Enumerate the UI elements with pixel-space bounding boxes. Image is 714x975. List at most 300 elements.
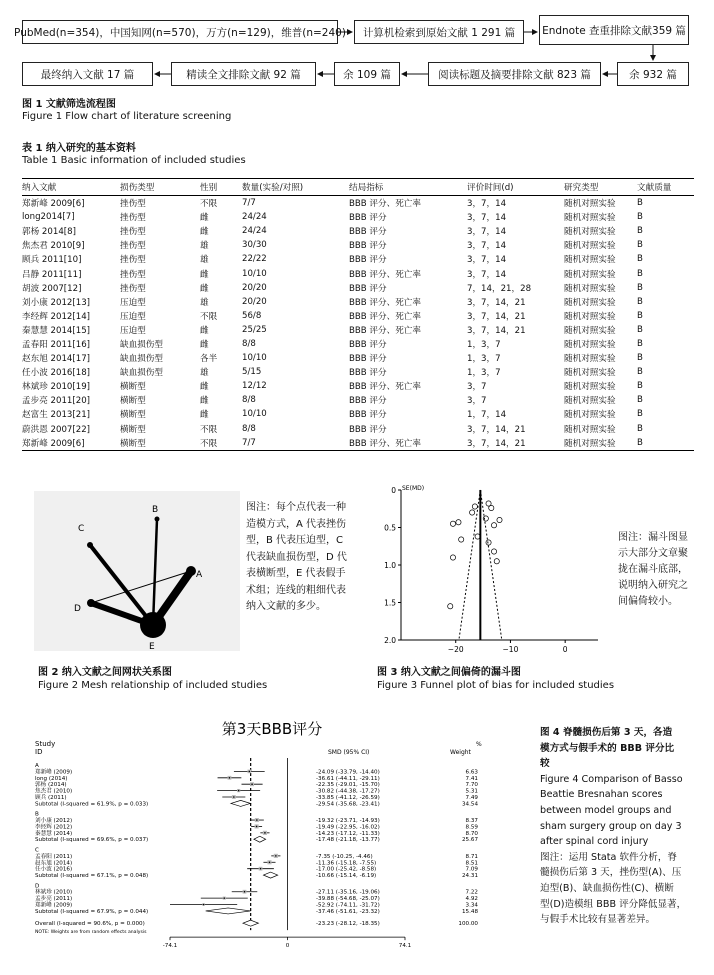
table1-header-cell: 性别 (200, 179, 242, 196)
table-cell: 顾兵 2011[10] (22, 255, 82, 266)
fig4-forest-plot (30, 712, 514, 975)
table-cell: 25/25 (242, 324, 267, 335)
table-cell: 随机对照实验 (564, 410, 616, 421)
table-cell: 不限 (200, 199, 218, 210)
table-cell: BBB 评分 (349, 424, 387, 435)
table-cell: 10/10 (242, 353, 267, 364)
fig4-study-weight: 8.59 (465, 824, 478, 831)
fig3-ci-right (480, 490, 501, 640)
table-cell: B (637, 296, 643, 307)
fig3-ytick-label: 1.0 (384, 561, 396, 570)
fig4-study-point (203, 904, 205, 906)
table-cell: BBB 评分 (349, 396, 387, 407)
fig4-study-weight: 7.09 (465, 866, 478, 873)
fig4-study-smd: -24.09 (-33.79, -14.40) (316, 769, 380, 776)
flow-box-included: 最终纳入文献 17 篇 (22, 62, 153, 86)
fig4-study-name: 秦慧慧 (2014) (35, 830, 73, 837)
table-cell: 随机对照实验 (564, 382, 616, 393)
table-cell: B (637, 353, 643, 364)
table-row (22, 309, 694, 323)
table-cell: 缺血损伤型 (120, 354, 163, 365)
fig4-group-label: D (35, 883, 40, 890)
fig4-study-smd: -11.36 (-15.18, -7.55) (316, 860, 377, 867)
fig3-note: 图注：漏斗图显 示大部分文章聚 拢在漏斗底部， 说明纳入研究之 间偏倚较小。 (618, 532, 688, 607)
table-cell: B (637, 381, 643, 392)
fig4-study-smd: -19.32 (-23.71, -14.93) (316, 818, 380, 825)
table-cell: 1，7，14 (467, 410, 507, 421)
table1-header-cell: 文献质量 (637, 179, 694, 196)
table-cell: 8/8 (242, 338, 256, 349)
table-cell: 10/10 (242, 409, 267, 420)
table-cell: 8/8 (242, 395, 256, 406)
table-cell: BBB 评分、死亡率 (349, 436, 467, 451)
table-cell: 不限 (200, 424, 218, 435)
table-cell: 24/24 (242, 212, 267, 223)
fig2-caption-en: Figure 2 Mesh relationship of included studies (38, 680, 268, 691)
table-cell: 随机对照实验 (564, 424, 616, 435)
table1-header-cell: 结局指标 (349, 179, 467, 196)
flow-box-fulltext: 精读全文排除文献 92 篇 (171, 62, 316, 86)
table-cell: BBB 评分 (349, 354, 387, 365)
flow-box-remaining-932: 余 932 篇 (617, 62, 689, 86)
table-cell: BBB 评分、死亡率 (349, 325, 421, 336)
fig4-hdr-weight: Weight (450, 749, 471, 756)
table-cell: BBB 评分 (349, 227, 387, 238)
fig3-caption-en: Figure 3 Funnel plot of bias for included studies (377, 680, 615, 691)
table-row (22, 393, 694, 407)
fig3-xtick-label: −10 (502, 645, 519, 654)
fig3-xtick-label: −20 (447, 645, 464, 654)
fig4-study-name: 焦杰君 (2010) (35, 788, 73, 795)
fig4-group-label: B (35, 811, 39, 818)
table-cell: B (637, 395, 643, 406)
flow-box-title-abstract: 阅读标题及摘要排除文献 823 篇 (428, 62, 601, 86)
fig4-study-point (260, 868, 262, 870)
table1-header-cell: 评价时间(d) (467, 179, 564, 196)
table-cell: 雌 (200, 325, 209, 336)
table-row (22, 436, 694, 451)
fig4-group-label: C (35, 847, 39, 854)
table-cell: 吕静 2011[11] (22, 269, 82, 280)
table-cell: 随机对照实验 (564, 297, 616, 308)
fig4-study-smd: -30.82 (-44.38, -17.27) (316, 788, 380, 795)
fig4-study-name: 郭杨 (2014) (35, 782, 67, 789)
fig4-study-smd: -17.00 (-25.42, -8.58) (316, 866, 377, 873)
table-cell: 郭杨 2014[8] (22, 227, 76, 238)
table-cell: B (637, 338, 643, 349)
table-cell: 郑新峰 2009[6] (22, 436, 120, 451)
table-cell: 随机对照实验 (564, 283, 616, 294)
fig4-subtotal-smd: -17.48 (-21.18, -13.77) (316, 837, 380, 844)
table-cell: BBB 评分 (349, 368, 387, 379)
fig2-label-e: E (149, 642, 155, 651)
table-cell: 随机对照实验 (564, 255, 616, 266)
fig3-ylabel: SE(MD) (402, 485, 425, 492)
fig1-caption-cn: 图 1 文献筛选流程图 (22, 99, 116, 110)
table-cell: 随机对照实验 (564, 241, 616, 252)
table-cell: 5/15 (242, 367, 262, 378)
fig4-study-point (264, 832, 266, 834)
fig2-label-c: C (78, 524, 85, 534)
table-cell: 随机对照实验 (564, 368, 616, 379)
table-cell: 刘小康 2012[13] (22, 297, 91, 308)
fig3-ytick-label: 0.5 (384, 523, 396, 533)
table-cell: 随机对照实验 (564, 354, 616, 365)
fig4-study-smd: -19.49 (-22.95, -16.02) (316, 824, 380, 831)
table-cell: BBB 评分 (349, 410, 387, 421)
fig4-subtotal-label: Subtotal (I-squared = 67.1%, p = 0.048) (35, 873, 149, 880)
fig4-study-name: long (2014) (35, 775, 68, 782)
table-cell: B (637, 226, 643, 237)
table-cell: 不限 (200, 436, 242, 451)
table-cell: B (637, 367, 643, 378)
flow-box-retrieved: 计算机检索到原始文献 1 291 篇 (354, 20, 524, 44)
fig4-study-smd: -33.85 (-41.12, -26.59) (316, 795, 380, 801)
table-cell: 雌 (200, 410, 209, 421)
table-cell: 雌 (200, 382, 209, 393)
fig3-study-point (456, 520, 461, 525)
fig3-ytick-label: 2.0 (384, 636, 396, 645)
fig4-study-weight: 7.49 (465, 795, 478, 801)
fig4-subtotal-smd: -29.54 (-35.68, -23.41) (316, 801, 380, 808)
table-cell: 胡波 2007[12] (22, 283, 82, 294)
fig4-title: 第3天BBB评分 (221, 720, 323, 738)
table-cell: 3，7，14 (467, 227, 507, 238)
table-cell: BBB 评分 (349, 255, 387, 266)
table-cell: 不限 (200, 311, 218, 322)
table-cell: BBB 评分、死亡率 (349, 269, 421, 280)
table1-header-cell: 数量(实验/对照) (242, 179, 349, 196)
table-cell: 各半 (200, 354, 218, 365)
table-cell: 7/7 (242, 198, 256, 209)
table-cell: 随机对照实验 (564, 199, 616, 210)
fig3-ytick-label: 0 (391, 486, 396, 495)
fig4-diamond (231, 800, 250, 806)
table-cell: 孟春阳 2011[16] (22, 339, 91, 350)
table-cell: 孟步亮 2011[20] (22, 396, 91, 407)
table1-header-row (22, 179, 694, 196)
table-row (22, 379, 694, 393)
table-cell: 蔚洪恩 2007[22] (22, 424, 91, 435)
table1-caption-en: Table 1 Basic information of included studies (22, 155, 246, 166)
table-cell: B (637, 324, 643, 335)
fig4-subtotal-smd: -10.66 (-15.14, -6.19) (316, 873, 377, 880)
table-cell: 横断型 (120, 410, 146, 421)
table-cell: B (637, 240, 643, 251)
table-row (22, 422, 694, 436)
fig4-study-smd: -14.23 (-17.12, -11.33) (316, 830, 380, 837)
fig4-study-weight: 8.71 (465, 853, 478, 860)
fig4-subtotal-weight: 100.00 (458, 921, 478, 928)
fig4-hdr-study: Study (35, 740, 56, 748)
table-row (22, 351, 694, 365)
fig4-study-smd: -52.92 (-74.11, -31.72) (316, 902, 380, 909)
table-cell: 焦杰君 2010[9] (22, 241, 85, 252)
table-cell: 压迫型 (120, 297, 146, 308)
table-cell: B (637, 310, 643, 321)
fig1-caption-en: Figure 1 Flow chart of literature screening (22, 111, 232, 122)
fig4-diamond (206, 908, 251, 914)
table-cell: BBB 评分、死亡率 (349, 311, 421, 322)
table-row (22, 407, 694, 421)
fig4-study-name: 李经辉 (2012) (35, 824, 73, 831)
fig4-subtotal-label: Subtotal (I-squared = 61.9%, p = 0.033) (35, 801, 149, 808)
fig2-node-d (87, 599, 95, 607)
table-cell: 挫伤型 (120, 227, 146, 238)
table-cell: 随机对照实验 (564, 396, 616, 407)
table-cell: 1，3，7 (467, 339, 501, 350)
fig2-node-a (186, 566, 196, 576)
fig3-study-point (450, 555, 455, 560)
table-cell: 雄 (200, 297, 209, 308)
fig4-study-smd: -7.35 (-10.25, -4.46) (316, 853, 373, 860)
table-cell: 挫伤型 (120, 213, 146, 224)
fig2-node-c (87, 542, 93, 548)
fig4-subtotal-smd: -37.46 (-51.61, -23.32) (316, 908, 380, 915)
table-cell: 雄 (200, 241, 209, 252)
table-cell: 横断型 (120, 382, 146, 393)
fig4-study-weight: 3.34 (465, 902, 478, 909)
fig4-footnote: NOTE: Weights are from random effects analysis (35, 930, 147, 936)
fig4-study-point (244, 891, 246, 893)
table-cell: 雌 (200, 227, 209, 238)
table-cell: 3，7，14 (467, 213, 507, 224)
table-cell: 3，7 (467, 382, 487, 393)
fig3-study-point (448, 604, 453, 609)
table-row (22, 252, 694, 266)
fig4-subtotal-smd: -23.23 (-28.12, -18.35) (316, 921, 380, 928)
table-cell: 雄 (200, 255, 209, 266)
table-cell: 雌 (200, 339, 209, 350)
fig4-study-point (275, 855, 277, 857)
table-cell: long2014[7] (22, 212, 75, 223)
table-cell: 林斌珍 2010[19] (22, 382, 91, 393)
fig4-subtotal-weight: 34.54 (461, 801, 478, 808)
fig4-study-weight: 5.31 (465, 788, 478, 795)
fig4-subtotal-label: Overall (I-squared = 90.6%, p = 0.000) (35, 921, 145, 928)
table-cell: 20/20 (242, 296, 267, 307)
fig2-node-e (140, 612, 166, 638)
fig4-study-smd: -39.88 (-54.68, -25.07) (316, 896, 380, 903)
fig4-study-smd: -27.11 (-35.16, -19.06) (316, 889, 380, 896)
fig2-label-d: D (74, 604, 81, 614)
table-cell: 压迫型 (120, 311, 146, 322)
fig2-label-b: B (152, 505, 159, 515)
table-row (22, 238, 694, 252)
fig3-study-point (486, 540, 491, 545)
fig2-label-a: A (196, 570, 203, 580)
flow-arrows (0, 0, 714, 95)
table1-header-cell: 纳入文献 (22, 179, 120, 196)
table-cell: 随机对照实验 (564, 339, 616, 350)
fig4-study-name: 赵东旭 (2014) (35, 860, 73, 867)
table-cell: 22/22 (242, 254, 267, 265)
table-cell: 挫伤型 (120, 283, 146, 294)
fig4-subtotal-weight: 25.67 (461, 837, 478, 844)
table-cell: 3，7，14，21 (467, 297, 526, 308)
table1-body (22, 196, 694, 451)
table-cell: 雌 (200, 283, 209, 294)
table-cell: B (637, 423, 643, 434)
flow-box-remaining-109: 余 109 篇 (334, 62, 400, 86)
fig4-xtick-label: -74.1 (162, 943, 178, 950)
table-row (22, 266, 694, 280)
fig4-hdr-id: ID (35, 748, 43, 756)
table-cell: 随机对照实验 (564, 213, 616, 224)
fig4-subtotal-label: Subtotal (I-squared = 67.9%, p = 0.044) (35, 908, 149, 915)
table-cell: 3，7，14 (467, 199, 507, 210)
fig4-study-point (233, 796, 235, 798)
fig4-subtotal-weight: 24.31 (461, 873, 478, 880)
fig3-study-point (459, 537, 464, 542)
fig4-diamond (254, 836, 266, 842)
table-cell: BBB 评分、死亡率 (349, 297, 421, 308)
table-cell: 随机对照实验 (564, 227, 616, 238)
table-cell: 赵富生 2013[21] (22, 410, 91, 421)
table-row (22, 365, 694, 379)
fig4-study-weight: 7.70 (465, 782, 478, 789)
fig3-caption-cn: 图 3 纳入文献之间偏倚的漏斗图 (377, 667, 521, 678)
fig4-study-name: 郑新峰 (2009) (35, 902, 73, 909)
fig4-study-smd: -36.61 (-44.11, -29.11) (316, 775, 380, 782)
fig4-study-point (223, 897, 225, 899)
table-cell: 3，7，14，21 (467, 424, 526, 435)
fig4-study-name: 顾兵 (2011) (35, 795, 67, 801)
fig2-background (34, 491, 240, 651)
fig4-group-label: A (35, 763, 39, 769)
fig4-study-point (229, 777, 231, 779)
table-row (22, 323, 694, 337)
fig4-study-weight: 8.37 (465, 818, 478, 825)
fig2-note: 图注：每个点代表一种 造模方式，A 代表挫伤 型，B 代表压迫型，C 代表缺血损伤型，D 代 表横断型，E 代表假手 术组；连线的粗细代表 纳入文献的多少。 (246, 502, 347, 612)
table-cell: 30/30 (242, 240, 267, 251)
table-cell: 横断型 (120, 436, 200, 451)
table-cell: 挫伤型 (120, 269, 146, 280)
fig4-study-name: 任小波 (2016) (35, 866, 73, 873)
fig3-funnel-plot (368, 480, 612, 658)
table-cell: 56/8 (242, 310, 262, 321)
table-cell: 压迫型 (120, 325, 146, 336)
table-cell: 1，3，7 (467, 354, 501, 365)
table-cell: 12/12 (242, 381, 267, 392)
fig4-study-name: 孟步亮 (2011) (35, 896, 73, 903)
table-cell: 随机对照实验 (564, 436, 637, 451)
fig4-study-weight: 6.63 (465, 769, 478, 776)
fig4-study-weight: 8.70 (465, 830, 478, 837)
table-cell: 3，7，14 (467, 269, 507, 280)
fig4-subtotal-weight: 15.48 (461, 908, 478, 915)
flow-box-databases: PubMed(n=354)，中国知网(n=570)，万方(n=129)，维普(n=240) (22, 20, 338, 44)
table-row (22, 295, 694, 309)
fig4-diamond (263, 872, 277, 878)
table-cell: 10/10 (242, 268, 267, 279)
table-cell: B (637, 282, 643, 293)
table-cell: BBB 评分 (349, 283, 387, 294)
fig3-study-point (491, 523, 496, 528)
table-cell: 赵东旭 2014[17] (22, 354, 91, 365)
table-cell: 3，7，14，21 (467, 311, 526, 322)
table-cell: 挫伤型 (120, 199, 146, 210)
table-cell: 随机对照实验 (564, 325, 616, 336)
table-cell: BBB 评分 (349, 339, 387, 350)
table-cell: 缺血损伤型 (120, 339, 163, 350)
table1-header-cell: 损伤类型 (120, 179, 200, 196)
table-cell: 3，7，14，21 (467, 436, 564, 451)
table-cell: 横断型 (120, 396, 146, 407)
table-cell: 郑新峰 2009[6] (22, 199, 85, 210)
fig2-network (34, 491, 240, 651)
table-cell: B (637, 254, 643, 265)
fig3-study-point (472, 504, 477, 509)
table1 (22, 178, 694, 451)
table-cell: B (637, 198, 643, 209)
fig4-study-weight: 4.92 (465, 896, 478, 903)
fig4-study-weight: 8.51 (465, 860, 478, 867)
fig3-study-point (494, 559, 499, 564)
fig4-study-point (269, 861, 271, 863)
table-cell: 1，3，7 (467, 368, 501, 379)
table-cell: 任小波 2016[18] (22, 368, 91, 379)
table1-header-cell: 研究类型 (564, 179, 637, 196)
fig4-diamond (243, 920, 258, 926)
fig4-study-point (249, 771, 251, 773)
table-cell: 李经辉 2012[14] (22, 311, 91, 322)
fig4-caption: 图 4 脊髓损伤后第 3 天，各造 模方式与假手术的 BBB 评分比 较 Figure 4 Comparison of Basso Beattie Bresnahan scores between model groups and sham surgery group on day 3 after spinal cord injury 图注：运用 Stata 软件分析，脊 髓损伤后第 3 天，挫伤型(A)、压 迫型(B)、缺血损伤性(C)、横断 型(D)造模组 BBB 评分降低显著， 与假手术比较有显著差异。 (540, 727, 687, 926)
table-cell: 雄 (200, 368, 209, 379)
table-cell: 挫伤型 (120, 255, 146, 266)
table-cell: 3，7，14，21 (467, 325, 526, 336)
fig3-study-point (497, 517, 502, 522)
table-cell: 雌 (200, 396, 209, 407)
fig4-subtotal-label: Subtotal (I-squared = 69.6%, p = 0.037) (35, 837, 149, 844)
table-cell: BBB 评分 (349, 241, 387, 252)
fig4-study-weight: 7.41 (465, 775, 478, 782)
table-cell: 20/20 (242, 282, 267, 293)
fig4-study-smd: -22.35 (-29.01, -15.70) (316, 782, 380, 789)
table-cell: B (637, 436, 694, 451)
fig4-study-weight: 7.22 (465, 889, 478, 896)
fig4-study-point (251, 783, 253, 785)
table-cell: B (637, 268, 643, 279)
table-cell: 秦慧慧 2014[15] (22, 325, 91, 336)
fig3-study-point (470, 510, 475, 515)
fig4-study-name: 孟春阳 (2011) (35, 853, 73, 860)
table-row (22, 224, 694, 238)
fig3-study-point (489, 505, 494, 510)
fig4-study-name: 郑新峰 (2009) (35, 769, 73, 776)
fig3-study-point (491, 549, 496, 554)
fig2-node-b (155, 517, 160, 522)
fig4-study-name: 刘小康 (2012) (35, 818, 73, 825)
fig3-xtick-label: 0 (562, 645, 568, 654)
fig3-ytick-label: 1.5 (384, 598, 396, 608)
table-cell: 随机对照实验 (564, 269, 616, 280)
fig4-xtick-label: 0 (285, 943, 290, 950)
table-cell: B (637, 212, 643, 223)
fig4-study-name: 林斌珍 (2010) (35, 889, 73, 896)
table-cell: 3，7 (467, 396, 487, 407)
table-cell: 3，7，14 (467, 255, 507, 266)
table-cell: 随机对照实验 (564, 311, 616, 322)
table-cell: 挫伤型 (120, 241, 146, 252)
table-row (22, 281, 694, 295)
table-cell: B (637, 409, 643, 420)
fig2-caption-cn: 图 2 纳入文献之间网状关系图 (38, 667, 172, 678)
table-cell: BBB 评分 (349, 213, 387, 224)
table-cell: BBB 评分、死亡率 (349, 199, 421, 210)
table-cell: 24/24 (242, 226, 267, 237)
table-cell: 3，7，14 (467, 241, 507, 252)
